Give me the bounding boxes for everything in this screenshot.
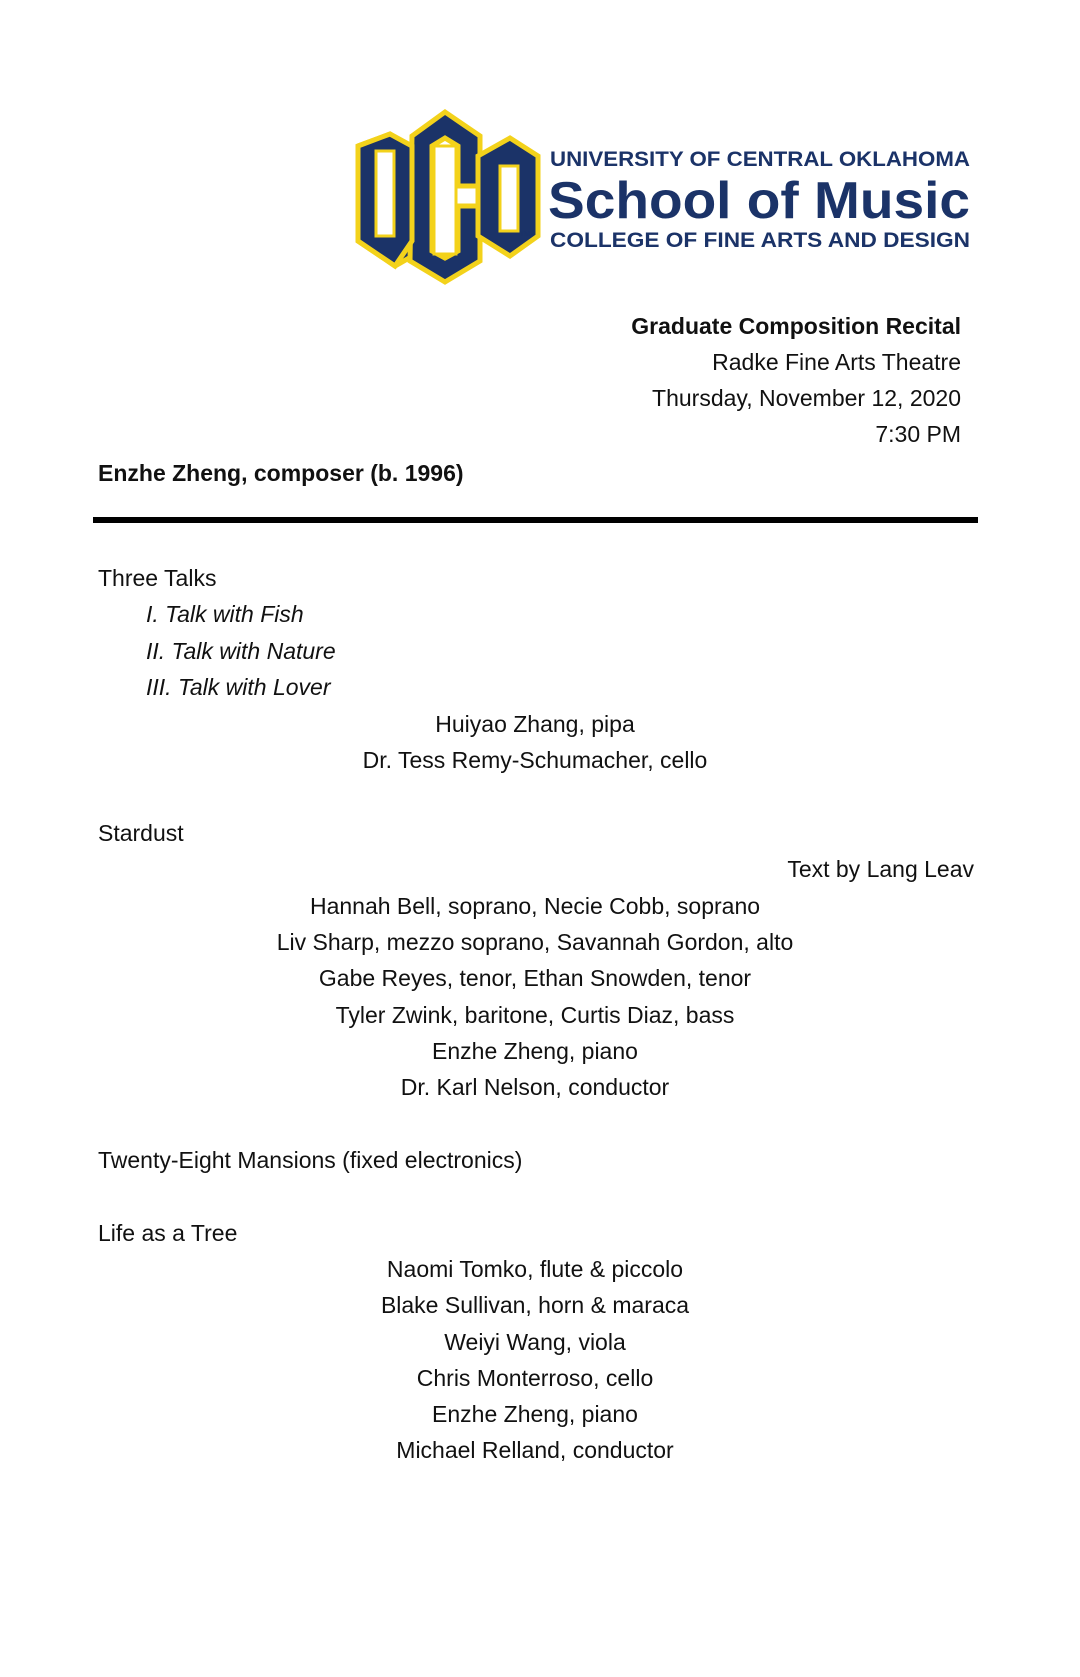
- piece-title: Stardust: [98, 820, 184, 846]
- performer: Enzhe Zheng, piano: [432, 1401, 638, 1427]
- performer: Dr. Karl Nelson, conductor: [400, 1074, 670, 1100]
- svg-text:COLLEGE OF FINE ARTS AND DESIG: COLLEGE OF FINE ARTS AND DESIGN: [550, 229, 970, 252]
- performer: Enzhe Zheng, piano: [432, 1038, 638, 1064]
- movement: II. Talk with Nature: [146, 638, 336, 664]
- movement: III. Talk with Lover: [146, 674, 331, 700]
- svg-text:UNIVERSITY OF CENTRAL OKLAHOMA: UNIVERSITY OF CENTRAL OKLAHOMA: [550, 148, 970, 171]
- performer: Weiyi Wang, viola: [444, 1329, 626, 1355]
- performer: Huiyao Zhang, pipa: [435, 711, 635, 737]
- performer: Hannah Bell, soprano, Necie Cobb, soprano: [309, 893, 761, 919]
- piece-title: Twenty-Eight Mansions (fixed electronics): [98, 1147, 523, 1173]
- performer: Michael Relland, conductor: [396, 1437, 674, 1463]
- recital-title: Graduate Composition Recital: [631, 313, 961, 339]
- piece-title: Life as a Tree: [98, 1220, 238, 1246]
- venue: Radke Fine Arts Theatre: [712, 349, 961, 375]
- performer: Tyler Zwink, baritone, Curtis Diaz, bass: [335, 1002, 735, 1028]
- uco-school-of-music-logo: [350, 106, 990, 286]
- performer: Gabe Reyes, tenor, Ethan Snowden, tenor: [318, 965, 752, 991]
- text-credit: Text by Lang Leav: [787, 856, 974, 882]
- svg-text:TM: TM: [520, 231, 531, 238]
- performer: Liv Sharp, mezzo soprano, Savannah Gordon, alto: [276, 929, 794, 955]
- svg-text:School of Music: School of Music: [548, 172, 970, 230]
- date: Thursday, November 12, 2020: [652, 385, 961, 411]
- composer-heading: Enzhe Zheng, composer (b. 1996): [98, 460, 464, 486]
- performer: Naomi Tomko, flute & piccolo: [386, 1256, 684, 1282]
- time: 7:30 PM: [875, 421, 961, 447]
- performer: Chris Monterroso, cello: [416, 1365, 654, 1391]
- piece-title: Three Talks: [98, 565, 217, 591]
- performer: Blake Sullivan, horn & maraca: [380, 1292, 690, 1318]
- divider-rule: [93, 517, 978, 523]
- movement: I. Talk with Fish: [146, 601, 304, 627]
- performer: Dr. Tess Remy-Schumacher, cello: [362, 747, 708, 773]
